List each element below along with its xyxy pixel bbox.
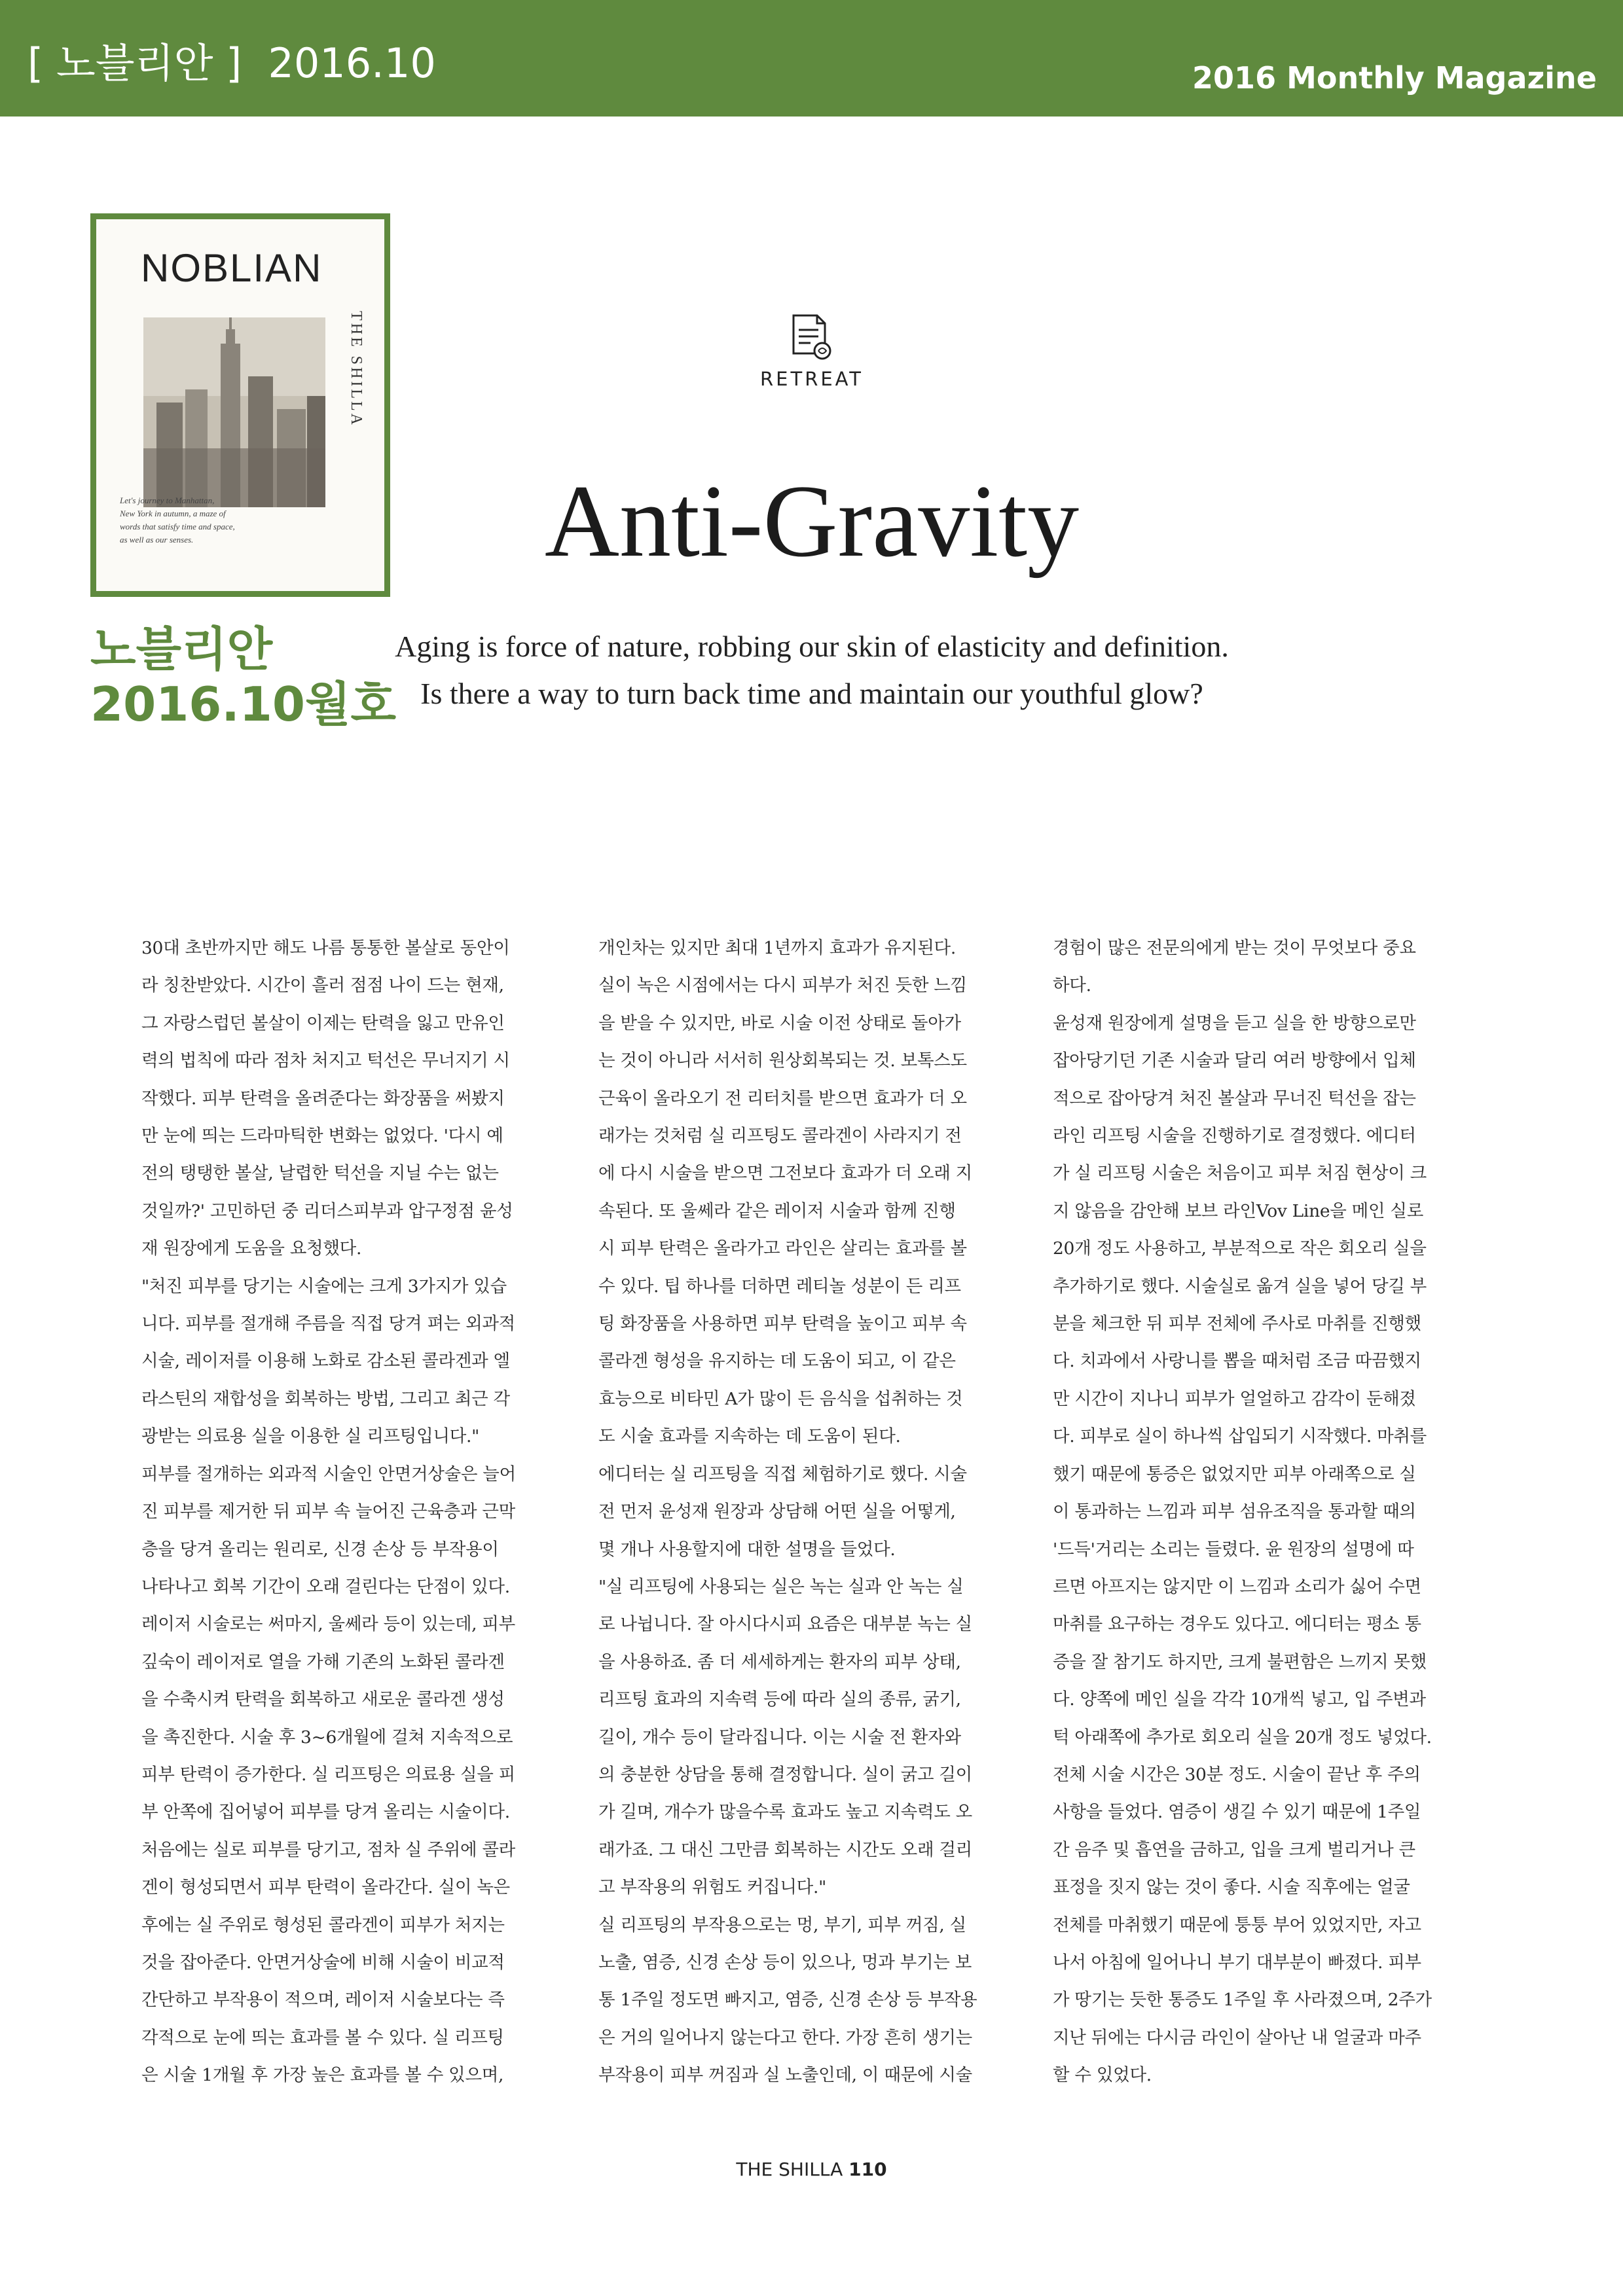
folio-magazine: THE SHILLA	[736, 2159, 843, 2180]
body-text-line: 나서 아침에 일어나니 부기 대부분이 빠졌다. 피부	[1053, 1952, 1421, 1973]
body-text-line: 턱 아래쪽에 추가로 회오리 실을 20개 정도 넣었다.	[1053, 1727, 1432, 1748]
body-text-line: 고 부작용의 위험도 커집니다."	[598, 1877, 826, 1898]
body-text-line: 팅 화장품을 사용하면 피부 탄력을 높이고 피부 속	[598, 1314, 967, 1335]
subtitle-line: Aging is force of nature, robbing our skin of elasticity and definition.	[395, 630, 1229, 663]
body-text-line: 을 촉진한다. 시술 후 3~6개월에 걸쳐 지속적으로	[141, 1727, 513, 1748]
body-text-line: 지난 뒤에는 다시금 라인이 살아난 내 얼굴과 마주	[1053, 2027, 1421, 2048]
article-title: Anti-Gravity	[544, 464, 1080, 579]
body-text-line: 수 있다. 팁 하나를 더하면 레티놀 성분이 든 리프	[598, 1276, 961, 1297]
body-text-line: 그 자랑스럽던 볼살이 이제는 탄력을 잃고 만유인	[141, 1013, 505, 1033]
cover-tagline-line: as well as our senses.	[120, 535, 194, 545]
body-text-line: 만 시간이 지나니 피부가 얼얼하고 감각이 둔해졌	[1053, 1388, 1416, 1409]
header-issue	[27, 39, 436, 87]
body-text-line: 시술, 레이저를 이용해 노화로 감소된 콜라겐과 엘	[141, 1351, 510, 1372]
body-text-line: 부작용이 피부 꺼짐과 실 노출인데, 이 때문에 시술	[598, 2065, 972, 2086]
body-text-line: 피부를 절개하는 외과적 시술인 안면거상술은 늘어	[141, 1463, 516, 1484]
body-text-line: 만 눈에 띄는 드라마틱한 변화는 없었다. '다시 예	[141, 1126, 503, 1147]
body-text-line: 라스틴의 재합성을 회복하는 방법, 그리고 최근 각	[141, 1388, 510, 1409]
magazine-cover	[90, 213, 390, 597]
body-text-line: 가 땅기는 듯한 통증도 1주일 후 사라졌으며, 2주가	[1053, 1990, 1432, 2011]
header-magazine-name: 2016 Monthly Magazine	[1192, 60, 1597, 96]
body-text-line: "처진 피부를 당기는 시술에는 크게 3가지가 있습	[141, 1276, 507, 1297]
body-text-line: 광받는 의료용 실을 이용한 실 리프팅입니다."	[141, 1426, 480, 1447]
body-text-line: 겐이 형성되면서 피부 탄력이 올라간다. 실이 녹은	[141, 1877, 510, 1898]
body-text-line: 라 칭찬받았다. 시간이 흘러 점점 나이 드는 현재,	[141, 975, 504, 996]
body-text-line: 윤성재 원장에게 설명을 듣고 실을 한 방향으로만	[1053, 1013, 1416, 1033]
cover-tagline-line: Let's journey to Manhattan,	[120, 495, 215, 505]
article-subtitle	[327, 623, 1296, 717]
body-text-line: 래가는 것처럼 실 리프팅도 콜라겐이 사라지기 전	[598, 1126, 962, 1147]
body-text-line: 증을 잘 참기도 하지만, 크게 불편함은 느끼지 못했	[1053, 1651, 1427, 1672]
body-text-line: '드득'거리는 소리는 들렸다. 윤 원장의 설명에 따	[1053, 1539, 1414, 1560]
body-column-1	[141, 929, 584, 2094]
header-issue-date: 2016.10	[268, 39, 436, 87]
body-text-line: 30대 초반까지만 해도 나름 통통한 볼살로 동안이	[141, 938, 510, 958]
body-text-line: 경험이 많은 전문의에게 받는 것이 무엇보다 중요	[1053, 938, 1416, 958]
body-text-line: 지 않음을 감안해 보브 라인Vov Line을 메인 실로	[1053, 1200, 1424, 1221]
body-text-line: 의 충분한 상담을 통해 결정합니다. 실이 굵고 길이	[598, 1764, 972, 1785]
body-text-line: 은 거의 일어나지 않는다고 한다. 가장 흔히 생기는	[598, 2027, 972, 2048]
body-text-line: 에디터는 실 리프팅을 직접 체험하기로 했다. 시술	[598, 1463, 967, 1484]
body-text-line: 간 음주 및 흡연을 금하고, 입을 크게 벌리거나 큰	[1053, 1839, 1415, 1860]
body-text-line: 콜라겐 형성을 유지하는 데 도움이 되고, 이 같은	[598, 1351, 956, 1372]
body-text-line: 분을 체크한 뒤 피부 전체에 주사로 마취를 진행했	[1053, 1314, 1421, 1335]
body-text-line: 시 피부 탄력은 올라가고 라인은 살리는 효과를 볼	[598, 1238, 967, 1259]
header-issue-label: [ 노블리안 ]	[27, 39, 242, 87]
body-text-line: 개인차는 있지만 최대 1년까지 효과가 유지된다.	[598, 938, 956, 958]
body-text-line: 작했다. 피부 탄력을 올려준다는 화장품을 써봤지	[141, 1088, 505, 1109]
body-text-line: 20개 정도 사용하고, 부분적으로 작은 회오리 실을	[1053, 1238, 1427, 1259]
cover-title: NOBLIAN	[141, 246, 323, 290]
body-text-line: 에 다시 시술을 받으면 그전보다 효과가 더 오래 지	[598, 1163, 972, 1184]
city-skyline-image	[143, 317, 325, 507]
body-text-line: 재 원장에게 도움을 요청했다.	[141, 1238, 362, 1259]
cover-tagline-line: New York in autumn, a maze of	[120, 509, 226, 518]
body-text-line: 처음에는 실로 피부를 당기고, 점차 실 주위에 콜라	[141, 1839, 515, 1860]
body-text-line: 사항을 들었다. 염증이 생길 수 있기 때문에 1주일	[1053, 1802, 1421, 1823]
body-text-line: 레이저 시술로는 써마지, 울쎄라 등이 있는데, 피부	[141, 1614, 515, 1635]
body-text-line: 길이, 개수 등이 달라집니다. 이는 시술 전 환자와	[598, 1727, 961, 1748]
body-text-line: 도 시술 효과를 지속하는 데 도움이 된다.	[598, 1426, 901, 1447]
page-number: 110	[848, 2159, 887, 2180]
body-text-line: 실 리프팅의 부작용으로는 멍, 부기, 피부 꺼짐, 실	[598, 1914, 966, 1935]
body-text-line: 효능으로 비타민 A가 많이 든 음식을 섭취하는 것	[598, 1388, 963, 1409]
body-text-line: 깊숙이 레이저로 열을 가해 기존의 노화된 콜라겐	[141, 1651, 505, 1672]
body-text-line: 것을 잡아준다. 안면거상술에 비해 시술이 비교적	[141, 1952, 505, 1973]
cover-spine-text: THE SHILLA	[348, 311, 365, 427]
body-text-line: 나타나고 회복 기간이 오래 걸린다는 단점이 있다.	[141, 1576, 510, 1597]
body-text-line: 을 사용하죠. 좀 더 세세하게는 환자의 피부 상태,	[598, 1651, 961, 1672]
cover-tagline	[120, 494, 270, 547]
body-text-line: 각적으로 눈에 띄는 효과를 볼 수 있다. 실 리프팅	[141, 2027, 504, 2048]
body-text-line: 르면 아프지는 않지만 이 느낌과 소리가 싫어 수면	[1053, 1576, 1421, 1597]
body-text-line: 전체 시술 시간은 30분 정도. 시술이 끝난 후 주의	[1053, 1764, 1421, 1785]
body-text-line: 력의 법칙에 따라 점차 처지고 턱선은 무너지기 시	[141, 1050, 510, 1071]
body-text-line: 하다.	[1053, 975, 1091, 996]
body-text-line: 전의 탱탱한 볼살, 날렵한 턱선을 지닐 수는 없는	[141, 1163, 499, 1184]
body-text-line: 잡아당기던 기존 시술과 달리 여러 방향에서 입체	[1053, 1050, 1416, 1071]
body-text-line: 통 1주일 정도면 빠지고, 염증, 신경 손상 등 부작용	[598, 1990, 977, 2011]
section-label: RETREAT	[760, 368, 864, 390]
body-text-line: 다. 양쪽에 메인 실을 각각 10개씩 넣고, 입 주변과	[1053, 1689, 1426, 1710]
body-text-line: 부 안쪽에 집어넣어 피부를 당겨 올리는 시술이다.	[141, 1802, 510, 1823]
body-column-2	[598, 929, 1041, 2094]
body-text-line: 간단하고 부작용이 적으며, 레이저 시술보다는 즉	[141, 1990, 505, 2011]
body-text-line: 몇 개나 사용할지에 대한 설명을 들었다.	[598, 1539, 896, 1560]
body-text-line: 이 통과하는 느낌과 피부 섬유조직을 통과할 때의	[1053, 1501, 1416, 1522]
issue-caption-date: 2016.10월호	[90, 677, 397, 732]
body-text-line: 전체를 마취했기 때문에 퉁퉁 부어 있었지만, 자고	[1053, 1914, 1421, 1935]
header-bar	[0, 0, 1623, 117]
body-text-line: 가 길며, 개수가 많을수록 효과도 높고 지속력도 오	[598, 1802, 972, 1823]
page-folio	[655, 2159, 968, 2180]
body-text-line: 는 것이 아니라 서서히 원상회복되는 것. 보톡스도	[598, 1050, 967, 1071]
body-text-line: 진 피부를 제거한 뒤 피부 속 늘어진 근육층과 근막	[141, 1501, 515, 1522]
body-text-line: 층을 당겨 올리는 원리로, 신경 손상 등 부작용이	[141, 1539, 499, 1560]
body-text-line: 피부 탄력이 증가한다. 실 리프팅은 의료용 실을 피	[141, 1764, 515, 1785]
body-text-line: 실이 녹은 시점에서는 다시 피부가 처진 듯한 느낌	[598, 975, 967, 996]
body-text-line: 것일까?' 고민하던 중 리더스피부과 압구정점 윤성	[141, 1200, 513, 1221]
document-icon	[788, 313, 834, 361]
subtitle-line: Is there a way to turn back time and maintain our youthful glow?	[420, 677, 1203, 710]
body-text-line: 마취를 요구하는 경우도 있다고. 에디터는 평소 통	[1053, 1614, 1421, 1635]
body-text-line: 리프팅 효과의 지속력 등에 따라 실의 종류, 굵기,	[598, 1689, 961, 1710]
body-text-line: 표정을 짓지 않는 것이 좋다. 시술 직후에는 얼굴	[1053, 1877, 1410, 1898]
body-text-line: 래가죠. 그 대신 그만큼 회복하는 시간도 오래 걸리	[598, 1839, 972, 1860]
cover-tagline-line: words that satisfy time and space,	[120, 522, 235, 531]
issue-caption-name: 노블리안	[90, 622, 273, 677]
body-text-line: 했기 때문에 통증은 없었지만 피부 아래쪽으로 실	[1053, 1463, 1416, 1484]
body-text-line: 라인 리프팅 시술을 진행하기로 결정했다. 에디터	[1053, 1126, 1416, 1147]
body-text-line: 노출, 염증, 신경 손상 등이 있으나, 멍과 부기는 보	[598, 1952, 972, 1973]
body-text-line: 을 수축시켜 탄력을 회복하고 새로운 콜라겐 생성	[141, 1689, 505, 1710]
body-text-line: 니다. 피부를 절개해 주름을 직접 당겨 펴는 외과적	[141, 1314, 515, 1335]
body-text-line: 전 먼저 윤성재 원장과 상담해 어떤 실을 어떻게,	[598, 1501, 956, 1522]
body-text-line: 근육이 올라오기 전 리터치를 받으면 효과가 더 오	[598, 1088, 967, 1109]
body-text-line: 속된다. 또 울쎄라 같은 레이저 시술과 함께 진행	[598, 1200, 956, 1221]
cover-photo	[143, 317, 325, 507]
body-text-line: 을 받을 수 있지만, 바로 시술 이전 상태로 돌아가	[598, 1013, 961, 1033]
body-text-line: 후에는 실 주위로 형성된 콜라겐이 피부가 처지는	[141, 1914, 505, 1935]
body-text-line: 로 나뉩니다. 잘 아시다시피 요즘은 대부분 녹는 실	[598, 1614, 972, 1635]
body-text-line: 은 시술 1개월 후 가장 높은 효과를 볼 수 있으며,	[141, 2065, 504, 2086]
body-text-line: 다. 치과에서 사랑니를 뽑을 때처럼 조금 따끔했지	[1053, 1351, 1421, 1372]
body-column-3	[1053, 929, 1495, 2094]
body-text-line: 다. 피부로 실이 하나씩 삽입되기 시작했다. 마취를	[1053, 1426, 1427, 1447]
body-text-line: 추가하기로 했다. 시술실로 옮겨 실을 넣어 당길 부	[1053, 1276, 1427, 1297]
body-text-line: "실 리프팅에 사용되는 실은 녹는 실과 안 녹는 실	[598, 1576, 964, 1597]
body-text-line: 적으로 잡아당겨 처진 볼살과 무너진 턱선을 잡는	[1053, 1088, 1416, 1109]
body-text-line: 가 실 리프팅 시술은 처음이고 피부 처짐 현상이 크	[1053, 1163, 1427, 1184]
body-text-line: 할 수 있었다.	[1053, 2065, 1152, 2086]
